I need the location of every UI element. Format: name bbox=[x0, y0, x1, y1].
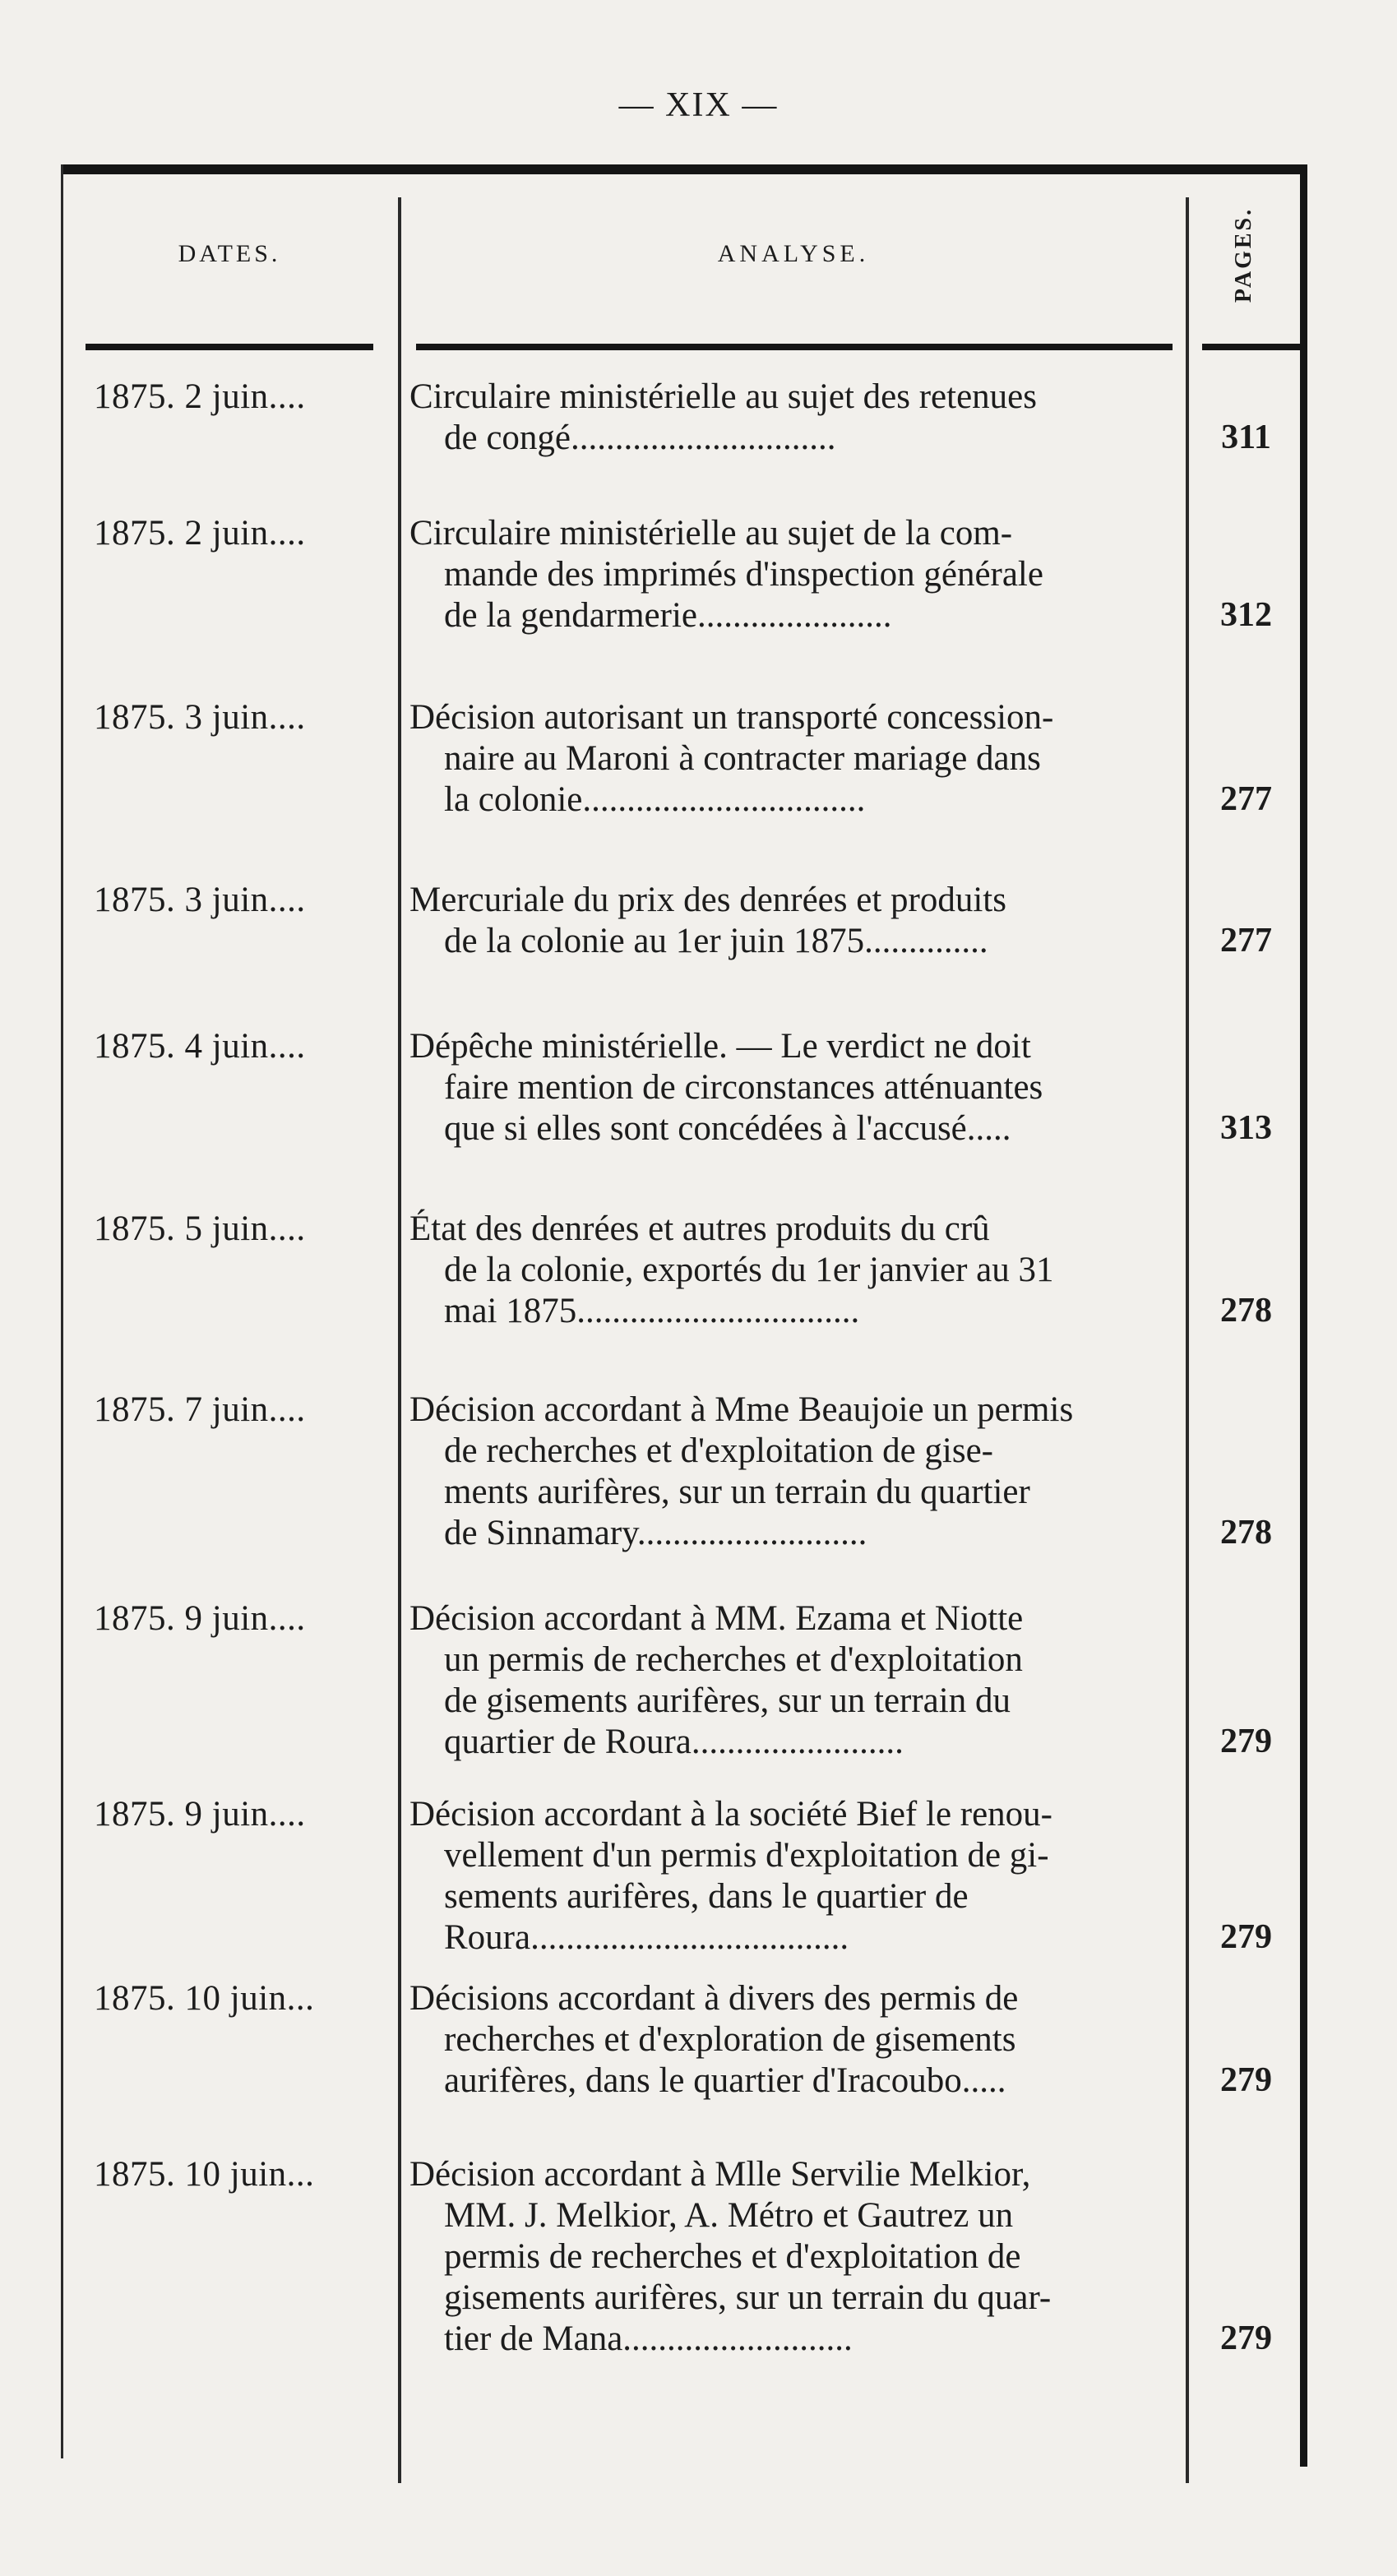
entry-analysis-line: ments aurifères, sur un terrain du quartier bbox=[444, 1473, 1030, 1511]
entry-page-number: 279 bbox=[1220, 2319, 1272, 2357]
entry-analysis-line: aurifères, dans le quartier d'Iracoubo..... bbox=[444, 2061, 1006, 2100]
column-rule-dates bbox=[398, 197, 401, 2483]
entry-date: 1875. 7 juin.... bbox=[94, 1390, 306, 1429]
header-rule-pages bbox=[1202, 344, 1300, 350]
entry-analysis bbox=[409, 513, 1171, 636]
entry-page-number: 311 bbox=[1221, 419, 1271, 456]
entry-analysis-line: de la gendarmerie...................... bbox=[444, 596, 892, 635]
entry-analysis-line: de Sinnamary.......................... bbox=[444, 1514, 867, 1552]
header-rule-analyse bbox=[416, 344, 1173, 350]
entry-analysis-line: quartier de Roura........................ bbox=[444, 1723, 904, 1761]
header-rule-dates bbox=[86, 344, 373, 350]
entry-analysis-line: Circulaire ministérielle au sujet des retenues bbox=[409, 377, 1037, 416]
entry-analysis bbox=[409, 1794, 1171, 1959]
entry-analysis-line: Circulaire ministérielle au sujet de la com- bbox=[409, 514, 1013, 553]
entry-analysis-line: mai 1875................................ bbox=[444, 1292, 860, 1330]
entry-analysis bbox=[409, 1390, 1171, 1554]
entry-date: 1875. 9 juin.... bbox=[94, 1795, 306, 1834]
frame-left-border bbox=[61, 164, 63, 2458]
entry-page-number: 313 bbox=[1220, 1109, 1272, 1147]
entry-analysis-line: Mercuriale du prix des denrées et produits bbox=[409, 881, 1006, 919]
entry-analysis-line: faire mention de circonstances atténuantes bbox=[444, 1068, 1043, 1107]
entry-analysis-line: permis de recherches et d'exploitation de bbox=[444, 2237, 1021, 2276]
entry-page-number: 279 bbox=[1220, 2061, 1272, 2099]
entry-date: 1875. 2 juin.... bbox=[94, 514, 306, 553]
entry-analysis-line: Décision accordant à Mme Beaujoie un permis bbox=[409, 1390, 1074, 1429]
entry-analysis-line: tier de Mana.......................... bbox=[444, 2319, 853, 2358]
entry-analysis-line: de gisements aurifères, sur un terrain du bbox=[444, 1681, 1011, 1720]
entry-analysis-line: de congé.............................. bbox=[444, 419, 836, 457]
entry-analysis-line: vellement d'un permis d'exploitation de gi- bbox=[444, 1836, 1049, 1875]
entry-page-number: 279 bbox=[1220, 1723, 1272, 1760]
entry-analysis-line: Roura.................................... bbox=[444, 1918, 849, 1957]
entry-analysis-line: Dépêche ministérielle. — Le verdict ne doit bbox=[409, 1027, 1031, 1066]
entry-date: 1875. 10 juin... bbox=[94, 1979, 315, 2018]
entry-date: 1875. 3 juin.... bbox=[94, 698, 306, 737]
entry-analysis-line: Décisions accordant à divers des permis de bbox=[409, 1979, 1019, 2018]
entry-analysis-line: État des denrées et autres produits du crû bbox=[409, 1209, 990, 1248]
entry-date: 1875. 5 juin.... bbox=[94, 1209, 306, 1248]
entry-analysis-line: Décision accordant à la société Bief le renou- bbox=[409, 1795, 1052, 1834]
entry-analysis bbox=[409, 377, 1171, 459]
entry-analysis bbox=[409, 1978, 1171, 2102]
top-rule bbox=[61, 164, 1307, 174]
entry-analysis-line: la colonie................................ bbox=[444, 780, 866, 819]
entry-page-number: 277 bbox=[1220, 922, 1272, 960]
entry-analysis-line: mande des imprimés d'inspection générale bbox=[444, 555, 1043, 594]
column-header-dates: DATES. bbox=[178, 240, 281, 267]
entry-date: 1875. 3 juin.... bbox=[94, 881, 306, 919]
column-rule-analyse bbox=[1186, 197, 1189, 2483]
entry-date: 1875. 4 juin.... bbox=[94, 1027, 306, 1066]
entry-date: 1875. 10 juin... bbox=[94, 2155, 315, 2194]
entry-analysis-line: que si elles sont concédées à l'accusé..... bbox=[444, 1109, 1011, 1148]
entry-analysis bbox=[409, 880, 1171, 962]
entry-analysis bbox=[409, 697, 1171, 821]
entry-analysis-line: MM. J. Melkior, A. Métro et Gautrez un bbox=[444, 2196, 1014, 2235]
entry-analysis-line: sements aurifères, dans le quartier de bbox=[444, 1877, 969, 1916]
entry-analysis-line: Décision autorisant un transporté concession- bbox=[409, 698, 1054, 737]
entry-analysis-line: gisements aurifères, sur un terrain du quar- bbox=[444, 2278, 1052, 2317]
entry-page-number: 278 bbox=[1220, 1292, 1272, 1330]
entry-analysis-line: de recherches et d'exploitation de gise- bbox=[444, 1431, 993, 1470]
entry-date: 1875. 2 juin.... bbox=[94, 377, 306, 416]
entry-analysis-line: Décision accordant à MM. Ezama et Niotte bbox=[409, 1599, 1024, 1638]
entry-analysis bbox=[409, 1026, 1171, 1149]
entry-page-number: 278 bbox=[1220, 1514, 1272, 1552]
entry-date: 1875. 9 juin.... bbox=[94, 1599, 306, 1638]
entry-analysis-line: de la colonie, exportés du 1er janvier au 31 bbox=[444, 1251, 1054, 1289]
entry-analysis-line: recherches et d'exploration de gisements bbox=[444, 2020, 1016, 2059]
entry-analysis-line: un permis de recherches et d'exploitation bbox=[444, 1640, 1023, 1679]
entry-page-number: 277 bbox=[1220, 780, 1272, 818]
column-header-pages: PAGES. bbox=[1231, 206, 1257, 303]
entry-page-number: 279 bbox=[1220, 1918, 1272, 1956]
entry-analysis bbox=[409, 1209, 1171, 1332]
frame-right-border bbox=[1300, 164, 1307, 2467]
page-header: — XIX — bbox=[618, 86, 779, 124]
entry-analysis bbox=[409, 2154, 1171, 2360]
entry-page-number: 312 bbox=[1220, 596, 1272, 634]
entry-analysis bbox=[409, 1598, 1171, 1763]
column-header-analyse: ANALYSE. bbox=[717, 240, 870, 267]
entry-analysis-line: de la colonie au 1er juin 1875.............. bbox=[444, 922, 988, 960]
entry-analysis-line: Décision accordant à Mlle Servilie Melkior, bbox=[409, 2155, 1031, 2194]
entry-analysis-line: naire au Maroni à contracter mariage dans bbox=[444, 739, 1041, 778]
